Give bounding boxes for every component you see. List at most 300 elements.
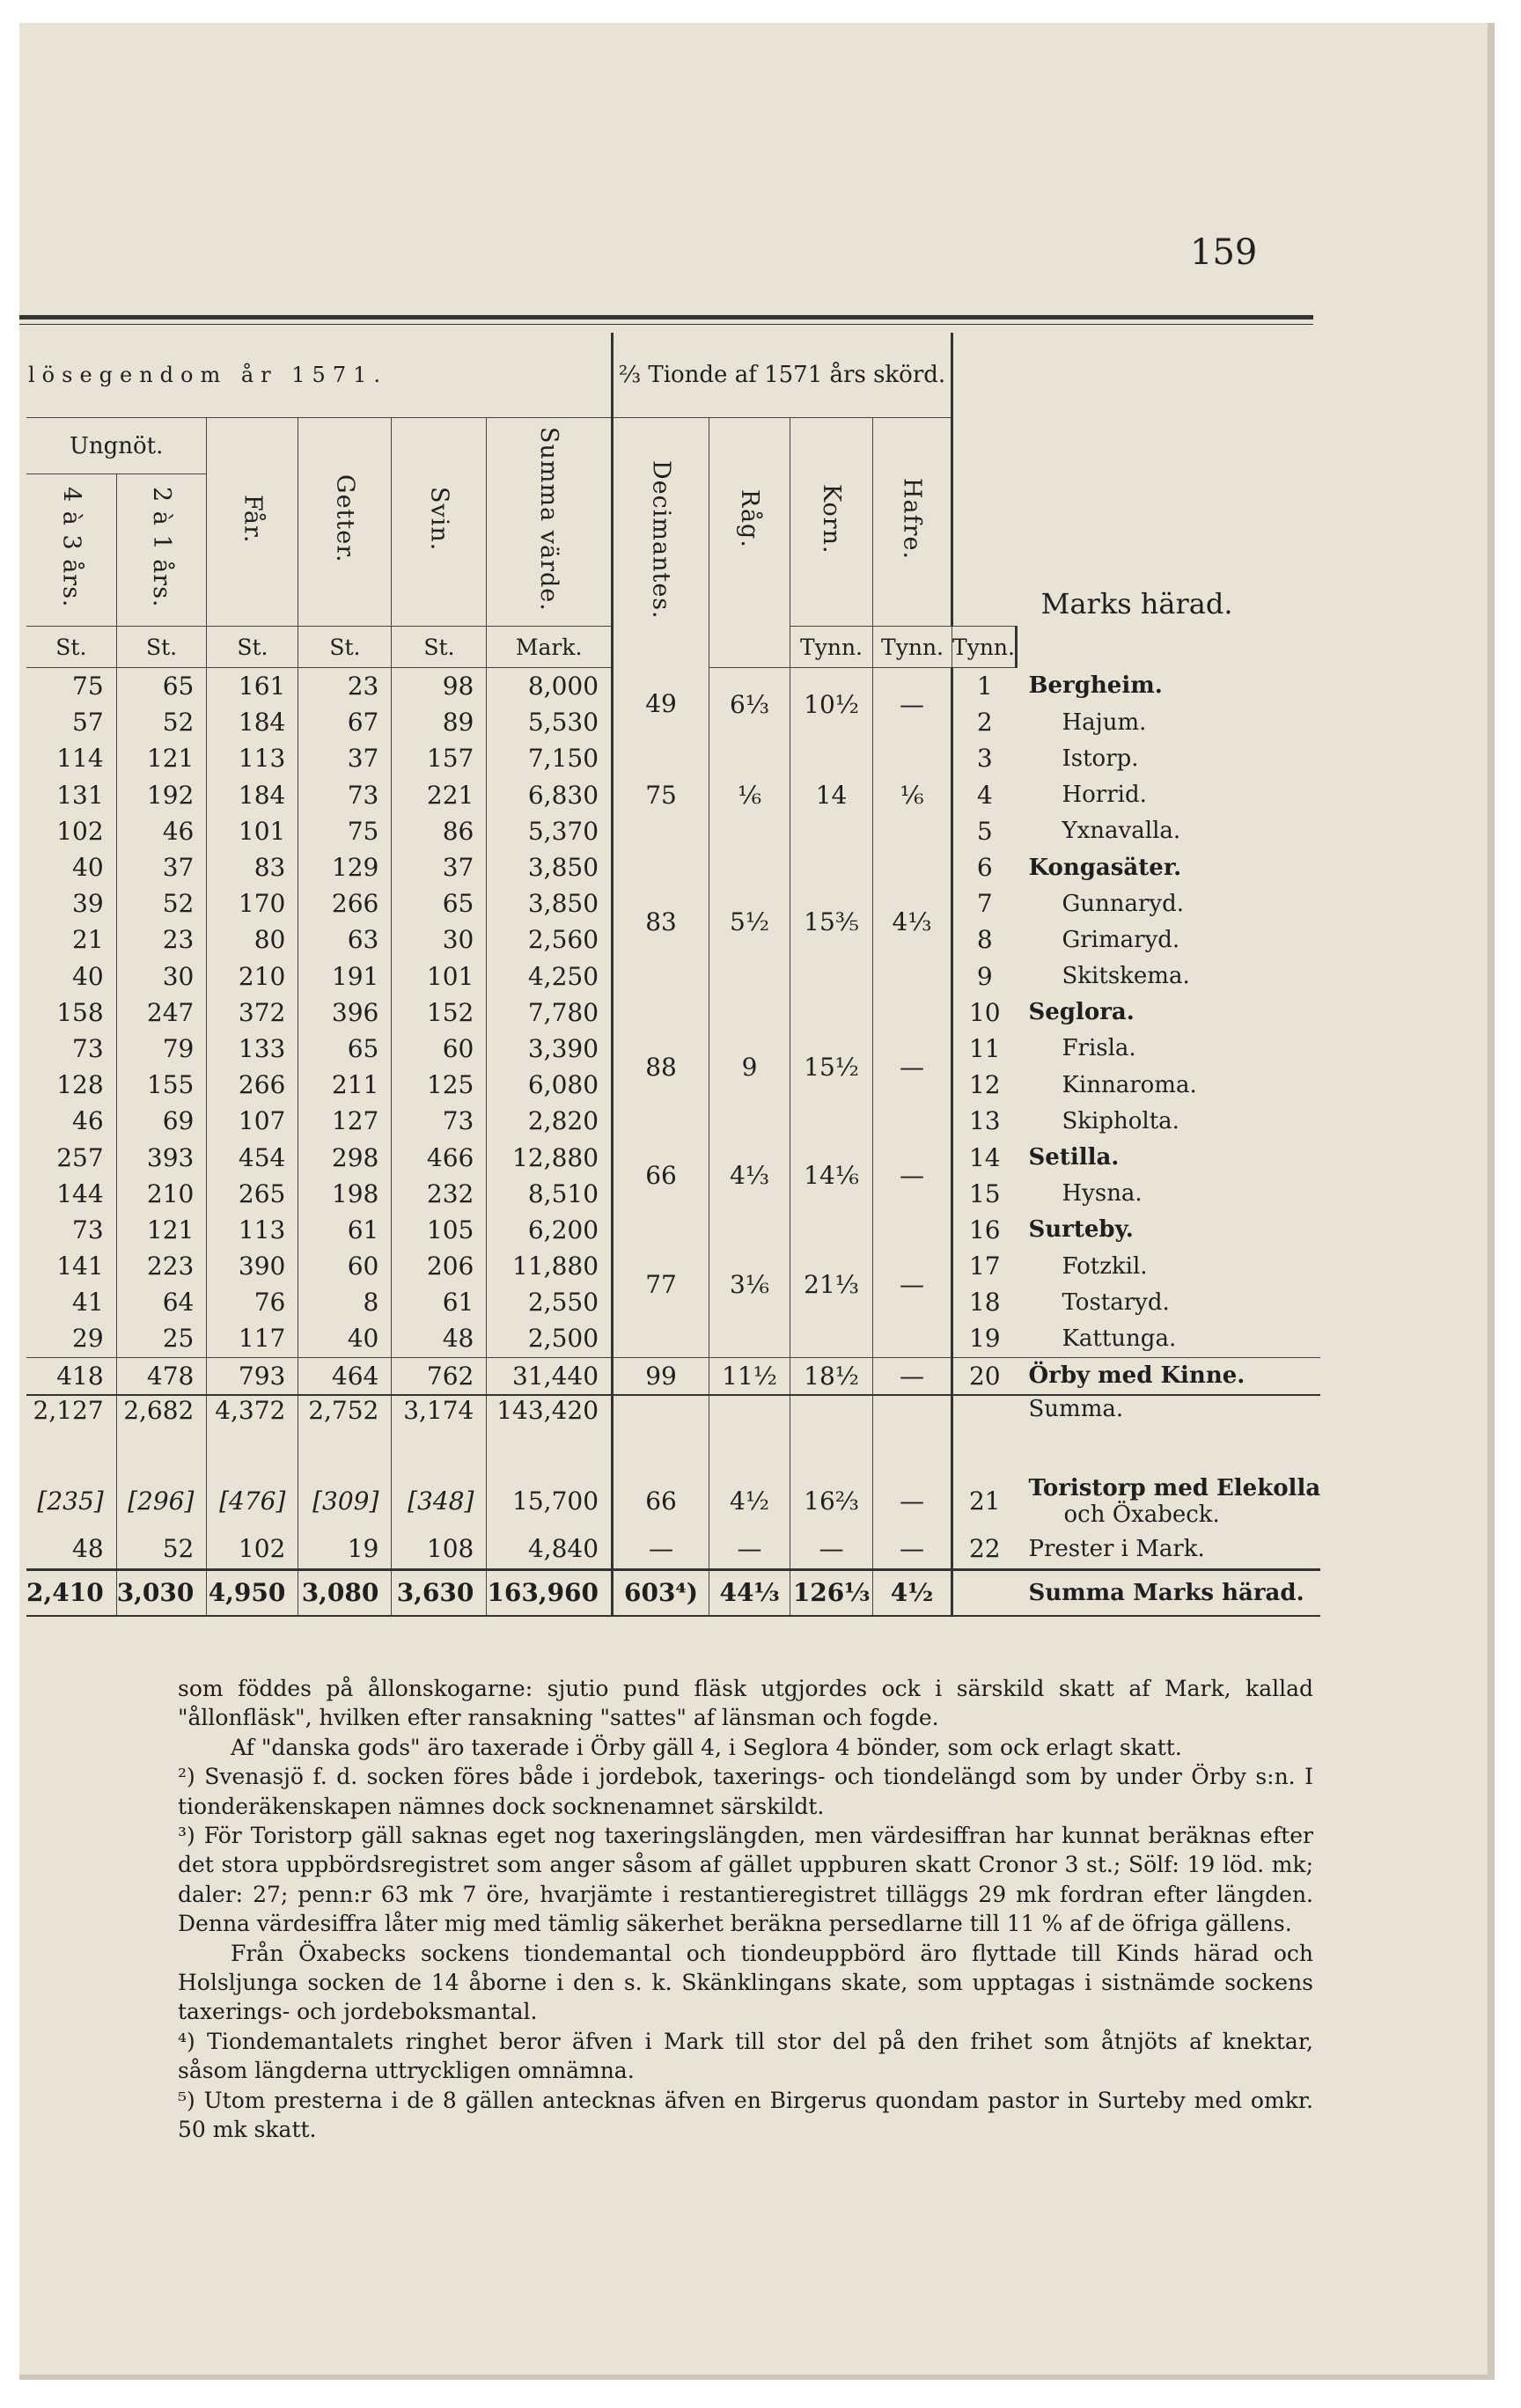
cell-a: 48: [26, 1530, 116, 1570]
row-index: 5: [952, 813, 1017, 849]
tithe-hafre: —: [873, 1212, 952, 1357]
page-number: 159: [1190, 232, 1258, 273]
spacer-cell: [790, 1450, 873, 1473]
cell-a: 257: [26, 1139, 116, 1175]
tithe-dec: 88: [613, 995, 709, 1140]
cell-b: 3,030: [116, 1569, 207, 1616]
cell-sum: 8,510: [487, 1176, 613, 1212]
cell-get: 2,752: [298, 1395, 392, 1450]
village-name: Örby med Kinne.: [1016, 1357, 1320, 1395]
cell-b: 23: [116, 921, 207, 958]
cell-far: 80: [207, 921, 298, 958]
tithe-hafre: —: [873, 995, 952, 1140]
cell-b: 52: [116, 704, 207, 740]
cell-a: 46: [26, 1103, 116, 1139]
tithe-rag: 44⅓: [709, 1569, 790, 1616]
cell-sum: 4,250: [487, 958, 613, 995]
table-row: [26, 1357, 1320, 1395]
footnote-para: som föddes på ållonskogarne: sjutio pund fläsk utgjordes ock i särskild skatt af Mark, kallad "ållonfläsk", hvilken efter ransakning "sattes" af länsman och fogde.: [178, 1676, 1313, 1731]
row-index: 22: [952, 1530, 1017, 1570]
row-index: 12: [952, 1067, 1017, 1103]
cell-get: 73: [298, 777, 392, 813]
tithe-rag: —: [709, 1530, 790, 1570]
table-title: lösegendom år 1571.: [26, 333, 613, 418]
tithe-korn: 15⅗: [790, 849, 873, 995]
tithe-hafre: —: [873, 1530, 952, 1570]
cell-far: 161: [207, 668, 298, 705]
col-2a1-header: 2 à 1 års.: [116, 474, 207, 627]
spacer-cell: [298, 1450, 392, 1473]
cell-sum: 143,420: [487, 1395, 613, 1450]
row-index: 20: [952, 1357, 1017, 1395]
cell-a: [235]: [26, 1473, 116, 1530]
cell-far: [476]: [207, 1473, 298, 1530]
tithe-korn: [790, 1395, 873, 1450]
cell-b: 155: [116, 1067, 207, 1103]
unit-tynn: Tynn.: [873, 627, 952, 668]
village-name: Tostaryd.: [1062, 1288, 1170, 1316]
svin-header: Svin.: [392, 418, 487, 627]
cell-far: 454: [207, 1139, 298, 1175]
cell-get: 3,080: [298, 1569, 392, 1616]
cell-far: 113: [207, 740, 298, 776]
row-index: 21: [952, 1473, 1017, 1530]
cell-get: 464: [298, 1357, 392, 1395]
cell-sum: 15,700: [487, 1473, 613, 1530]
tithe-korn: 10½: [790, 668, 873, 741]
book-page: [19, 23, 1495, 2380]
footnote-5: ⁵) Utom presterna i de 8 gällen antecknas äfven en Birgerus quondam pastor in Surteby med omkr. 50 mk skatt.: [178, 2087, 1313, 2143]
cell-b: 478: [116, 1357, 207, 1395]
cell-a: 128: [26, 1067, 116, 1103]
cell-svin: 762: [392, 1357, 487, 1395]
top-rule: [19, 315, 1313, 319]
row-index: [952, 1569, 1017, 1616]
cell-get: 298: [298, 1139, 392, 1175]
tionde-title: ⅔ Tionde af 1571 års skörd.: [613, 333, 952, 418]
col-4a3-header: 4 à 3 års.: [26, 474, 116, 627]
unit-st: St.: [116, 627, 207, 668]
footnote-2: ²) Svenasjö f. d. socken föres både i jordebok, taxerings- och tiondelängd som by under Örby s:n. I tionderäkenskapen nämnes dock socknenamnet särskildt.: [178, 1764, 1313, 1819]
cell-far: 133: [207, 1031, 298, 1067]
cell-a: 29: [26, 1320, 116, 1357]
cell-b: [296]: [116, 1473, 207, 1530]
cell-svin: 157: [392, 740, 487, 776]
cell-sum: 4,840: [487, 1530, 613, 1570]
cell-get: 40: [298, 1320, 392, 1357]
cell-svin: 206: [392, 1248, 487, 1284]
row-label-line: och Öxabeck.: [1063, 1501, 1220, 1528]
tithe-rag: 4½: [709, 1473, 790, 1530]
cell-far: 113: [207, 1212, 298, 1248]
village-name: Yxnavalla.: [1062, 818, 1181, 845]
cell-far: 101: [207, 813, 298, 849]
tithe-dec: 66: [613, 1473, 709, 1530]
cell-get: 129: [298, 849, 392, 885]
tithe-dec: 77: [613, 1212, 709, 1357]
cell-svin: 101: [392, 958, 487, 995]
row-index: 19: [952, 1320, 1017, 1357]
cell-get: 396: [298, 995, 392, 1031]
cell-far: 117: [207, 1320, 298, 1357]
livestock-table: [26, 333, 1320, 1617]
cell-b: 79: [116, 1031, 207, 1067]
toristorp-row: [26, 1473, 1320, 1530]
unit-empty: [1016, 627, 1320, 668]
footnote-para: Af "danska gods" äro taxerade i Örby gäll 4, i Seglora 4 bönder, som ock erlagt skatt.: [231, 1734, 1182, 1760]
village-name: Fotzkil.: [1062, 1252, 1148, 1280]
village-name: Grimaryd.: [1062, 926, 1180, 953]
cell-b: 30: [116, 958, 207, 995]
tithe-rag: 9: [709, 995, 790, 1140]
cell-get: [309]: [298, 1473, 392, 1530]
cell-b: 210: [116, 1176, 207, 1212]
footnote-para: Från Öxabecks sockens tiondemantal och tiondeuppbörd äro flyttade till Kinds härad och Holsljunga socken de 14 åborne i den s. k. Skänklingans skate, som upptagas i sistnämde sockens taxerings- och jordeboksmantal.: [178, 1940, 1313, 2025]
cell-b: 393: [116, 1139, 207, 1175]
cell-svin: 221: [392, 777, 487, 813]
row-index: 1: [952, 668, 1017, 705]
tithe-rag: 6⅓: [709, 668, 790, 741]
row-index: 2: [952, 704, 1017, 740]
row-index: 18: [952, 1284, 1017, 1320]
tithe-korn: 16⅔: [790, 1473, 873, 1530]
rag-header: Råg.: [709, 418, 790, 627]
table-row: [26, 1212, 1320, 1248]
tithe-hafre: —: [873, 1357, 952, 1395]
cell-svin: 60: [392, 1031, 487, 1067]
village-name: Setilla.: [1028, 1144, 1120, 1171]
cell-sum: 8,000: [487, 668, 613, 705]
footnote-3: ³) För Toristorp gäll saknas eget nog taxeringslängden, men värdesiffran har kunnat beräknas efter det stora uppbördsregistret som anger såsom af gället uppburen skatt Cronor 3 st.; Sölf: 19 löd. mk; daler: 27; penn:r 63 mk 7 öre, hvarjämte i restantieregistret tilläggs 29 mk fordran efter längden. Denna värdesiffra låter mig med tämlig säkerhet beräkna persedlarne till 11 % af de öfriga gällens.: [178, 1823, 1313, 1937]
cell-a: 418: [26, 1357, 116, 1395]
decimantes-header: Decimantes.: [613, 418, 709, 668]
village-name: Kongasäter.: [1028, 854, 1182, 881]
tithe-korn: 126⅓: [790, 1569, 873, 1616]
cell-a: 2,410: [26, 1569, 116, 1616]
row-label: Prester i Mark.: [1028, 1535, 1205, 1562]
cell-a: 40: [26, 958, 116, 995]
cell-b: 52: [116, 1530, 207, 1570]
village-name: Frisla.: [1062, 1035, 1136, 1062]
tithe-hafre: 4½: [873, 1569, 952, 1616]
cell-svin: 105: [392, 1212, 487, 1248]
village-name: Skitskema.: [1062, 963, 1190, 990]
row-label-line: Toristorp med Elekolla: [1028, 1474, 1321, 1501]
tithe-hafre: [873, 1395, 952, 1450]
cell-far: 102: [207, 1530, 298, 1570]
spacer-cell: [487, 1450, 613, 1473]
table-row: [26, 995, 1320, 1031]
cell-b: 65: [116, 668, 207, 705]
cell-a: 39: [26, 885, 116, 921]
cell-a: 57: [26, 704, 116, 740]
cell-svin: 3,630: [392, 1569, 487, 1616]
row-index: 9: [952, 958, 1017, 995]
cell-svin: 98: [392, 668, 487, 705]
cell-far: 4,950: [207, 1569, 298, 1616]
cell-a: 141: [26, 1248, 116, 1284]
cell-a: 73: [26, 1031, 116, 1067]
unit-st: St.: [26, 627, 116, 668]
cell-b: 46: [116, 813, 207, 849]
village-name: Kattunga.: [1062, 1325, 1177, 1352]
cell-get: 65: [298, 1031, 392, 1067]
spacer-row: [26, 1450, 1320, 1473]
cell-a: 102: [26, 813, 116, 849]
cell-svin: 48: [392, 1320, 487, 1357]
cell-get: 75: [298, 813, 392, 849]
getter-header: Getter.: [298, 418, 392, 627]
cell-sum: 5,370: [487, 813, 613, 849]
cell-a: 21: [26, 921, 116, 958]
cell-sum: 5,530: [487, 704, 613, 740]
row-index: 14: [952, 1139, 1017, 1175]
unit-tynn: Tynn.: [790, 627, 873, 668]
cell-sum: 2,550: [487, 1284, 613, 1320]
cell-far: 265: [207, 1176, 298, 1212]
cell-sum: 2,820: [487, 1103, 613, 1139]
tithe-rag: 4⅓: [709, 1139, 790, 1211]
cell-sum: 7,780: [487, 995, 613, 1031]
tithe-dec: 603⁴): [613, 1569, 709, 1616]
cell-get: 67: [298, 704, 392, 740]
spacer-cell: [873, 1450, 952, 1473]
cell-sum: 2,500: [487, 1320, 613, 1357]
tithe-dec: 99: [613, 1357, 709, 1395]
spacer-cell: [392, 1450, 487, 1473]
footnotes: [178, 1674, 1313, 2145]
top-rule-thin: [19, 324, 1313, 325]
row-index: 10: [952, 995, 1017, 1031]
tithe-hafre: 4⅓: [873, 849, 952, 995]
tithe-korn: 21⅓: [790, 1212, 873, 1357]
village-name: Kinnaroma.: [1062, 1071, 1197, 1098]
cell-b: 223: [116, 1248, 207, 1284]
summa-varde-header: Summa värde.: [487, 418, 613, 627]
row-index: 17: [952, 1248, 1017, 1284]
village-name: Skipholta.: [1062, 1107, 1179, 1134]
row-label: [1016, 1473, 1320, 1530]
row-index: 16: [952, 1212, 1017, 1248]
unit-mark: Mark.: [487, 627, 613, 668]
village-name: Bergheim.: [1028, 672, 1163, 700]
cell-sum: 3,390: [487, 1031, 613, 1067]
cell-get: 60: [298, 1248, 392, 1284]
footnote-4: ⁴) Tiondemantalets ringhet beror äfven i Mark till stor del på den frihet som åtnjöts af knektar, såsom längderna uttryckligen omnämna.: [178, 2028, 1313, 2084]
cell-get: 266: [298, 885, 392, 921]
row-index: 11: [952, 1031, 1017, 1067]
tithe-rag: [709, 1395, 790, 1450]
cell-b: 69: [116, 1103, 207, 1139]
cell-svin: 3,174: [392, 1395, 487, 1450]
village-name: Hysna.: [1062, 1180, 1143, 1208]
cell-svin: 152: [392, 995, 487, 1031]
spacer-cell: [952, 1450, 1017, 1473]
cell-svin: [348]: [392, 1473, 487, 1530]
cell-svin: 89: [392, 704, 487, 740]
cell-far: 76: [207, 1284, 298, 1320]
tithe-dec: 83: [613, 849, 709, 995]
cell-get: 63: [298, 921, 392, 958]
cell-svin: 61: [392, 1284, 487, 1320]
cell-b: 25: [116, 1320, 207, 1357]
tithe-korn: 15½: [790, 995, 873, 1140]
korn-header: Korn.: [790, 418, 873, 627]
cell-svin: 65: [392, 885, 487, 921]
cell-get: 23: [298, 668, 392, 705]
spacer-cell: [1016, 1450, 1320, 1473]
cell-a: 75: [26, 668, 116, 705]
cell-sum: 7,150: [487, 740, 613, 776]
cell-svin: 108: [392, 1530, 487, 1570]
row-index: 6: [952, 849, 1017, 885]
cell-sum: 3,850: [487, 849, 613, 885]
cell-far: 107: [207, 1103, 298, 1139]
cell-svin: 466: [392, 1139, 487, 1175]
cell-svin: 73: [392, 1103, 487, 1139]
tithe-hafre: —: [873, 668, 952, 741]
row-label: Summa.: [1016, 1395, 1320, 1450]
cell-sum: 31,440: [487, 1357, 613, 1395]
cell-sum: 6,200: [487, 1212, 613, 1248]
row-index: [952, 1395, 1017, 1450]
cell-sum: 12,880: [487, 1139, 613, 1175]
cell-sum: 6,080: [487, 1067, 613, 1103]
unit-empty: [709, 627, 790, 668]
tithe-dec: [613, 1395, 709, 1450]
cell-get: 211: [298, 1067, 392, 1103]
row-index: 7: [952, 885, 1017, 921]
cell-sum: 6,830: [487, 777, 613, 813]
tithe-hafre: —: [873, 1139, 952, 1211]
cell-b: 52: [116, 885, 207, 921]
tithe-korn: 18½: [790, 1357, 873, 1395]
unit-tynn: Tynn.: [952, 627, 1017, 668]
cell-far: 266: [207, 1067, 298, 1103]
table-row: [26, 1139, 1320, 1175]
row-index: 13: [952, 1103, 1017, 1139]
cell-a: 144: [26, 1176, 116, 1212]
tithe-rag: ⅙: [709, 740, 790, 849]
cell-get: 198: [298, 1176, 392, 1212]
cell-get: 37: [298, 740, 392, 776]
row-index: 3: [952, 740, 1017, 776]
cell-b: 2,682: [116, 1395, 207, 1450]
spacer-cell: [207, 1450, 298, 1473]
cell-far: 390: [207, 1248, 298, 1284]
marks-harad-title: Marks härad.: [1040, 587, 1233, 620]
cell-sum: 163,960: [487, 1569, 613, 1616]
cell-sum: 3,850: [487, 885, 613, 921]
cell-a: 131: [26, 777, 116, 813]
spacer-cell: [26, 1450, 116, 1473]
village-name: Istorp.: [1062, 745, 1139, 772]
tithe-hafre: ⅙: [873, 740, 952, 849]
cell-b: 247: [116, 995, 207, 1031]
cell-svin: 125: [392, 1067, 487, 1103]
tithe-dec: 66: [613, 1139, 709, 1211]
village-name: Gunnaryd.: [1062, 890, 1185, 917]
cell-b: 37: [116, 849, 207, 885]
ungnot-header: Ungnöt.: [26, 418, 207, 474]
total-row: [26, 1569, 1320, 1616]
cell-far: 83: [207, 849, 298, 885]
cell-far: 4,372: [207, 1395, 298, 1450]
cell-svin: 30: [392, 921, 487, 958]
cell-get: 61: [298, 1212, 392, 1248]
cell-b: 121: [116, 740, 207, 776]
far-header: Får.: [207, 418, 298, 627]
unit-st: St.: [207, 627, 298, 668]
village-name: Hajum.: [1062, 708, 1147, 736]
cell-a: 158: [26, 995, 116, 1031]
table-row: [26, 849, 1320, 885]
tithe-korn: 14: [790, 740, 873, 849]
tithe-rag: 11½: [709, 1357, 790, 1395]
cell-get: 127: [298, 1103, 392, 1139]
cell-far: 184: [207, 777, 298, 813]
tithe-dec: —: [613, 1530, 709, 1570]
cell-far: 184: [207, 704, 298, 740]
cell-svin: 86: [392, 813, 487, 849]
cell-a: 40: [26, 849, 116, 885]
tithe-rag: 5½: [709, 849, 790, 995]
row-index: 8: [952, 921, 1017, 958]
row-label: Summa Marks härad.: [1016, 1569, 1320, 1616]
cell-get: 8: [298, 1284, 392, 1320]
table-row: [26, 668, 1320, 705]
cell-svin: 37: [392, 849, 487, 885]
cell-b: 121: [116, 1212, 207, 1248]
cell-svin: 232: [392, 1176, 487, 1212]
cell-far: 170: [207, 885, 298, 921]
table-row: [26, 740, 1320, 776]
cell-a: 2,127: [26, 1395, 116, 1450]
tithe-korn: —: [790, 1530, 873, 1570]
tithe-dec: 49: [613, 668, 709, 741]
summa-row: [26, 1395, 1320, 1450]
spacer-cell: [116, 1450, 207, 1473]
spacer-cell: [613, 1450, 709, 1473]
tithe-dec: 75: [613, 740, 709, 849]
prester-row: [26, 1530, 1320, 1570]
cell-far: 793: [207, 1357, 298, 1395]
spacer-cell: [709, 1450, 790, 1473]
cell-get: 19: [298, 1530, 392, 1570]
row-index: 4: [952, 777, 1017, 813]
cell-a: 41: [26, 1284, 116, 1320]
cell-a: 114: [26, 740, 116, 776]
cell-get: 191: [298, 958, 392, 995]
cell-a: 73: [26, 1212, 116, 1248]
cell-sum: 2,560: [487, 921, 613, 958]
unit-st: St.: [298, 627, 392, 668]
cell-b: 192: [116, 777, 207, 813]
tithe-korn: 14⅙: [790, 1139, 873, 1211]
tithe-rag: 3⅙: [709, 1212, 790, 1357]
tithe-hafre: —: [873, 1473, 952, 1530]
cell-far: 210: [207, 958, 298, 995]
village-name: Seglora.: [1028, 999, 1135, 1026]
village-name: Horrid.: [1062, 782, 1147, 809]
unit-st: St.: [392, 627, 487, 668]
cell-b: 64: [116, 1284, 207, 1320]
cell-far: 372: [207, 995, 298, 1031]
village-name: Surteby.: [1028, 1216, 1134, 1244]
cell-sum: 11,880: [487, 1248, 613, 1284]
hafre-header: Hafre.: [873, 418, 952, 627]
row-index: 15: [952, 1176, 1017, 1212]
